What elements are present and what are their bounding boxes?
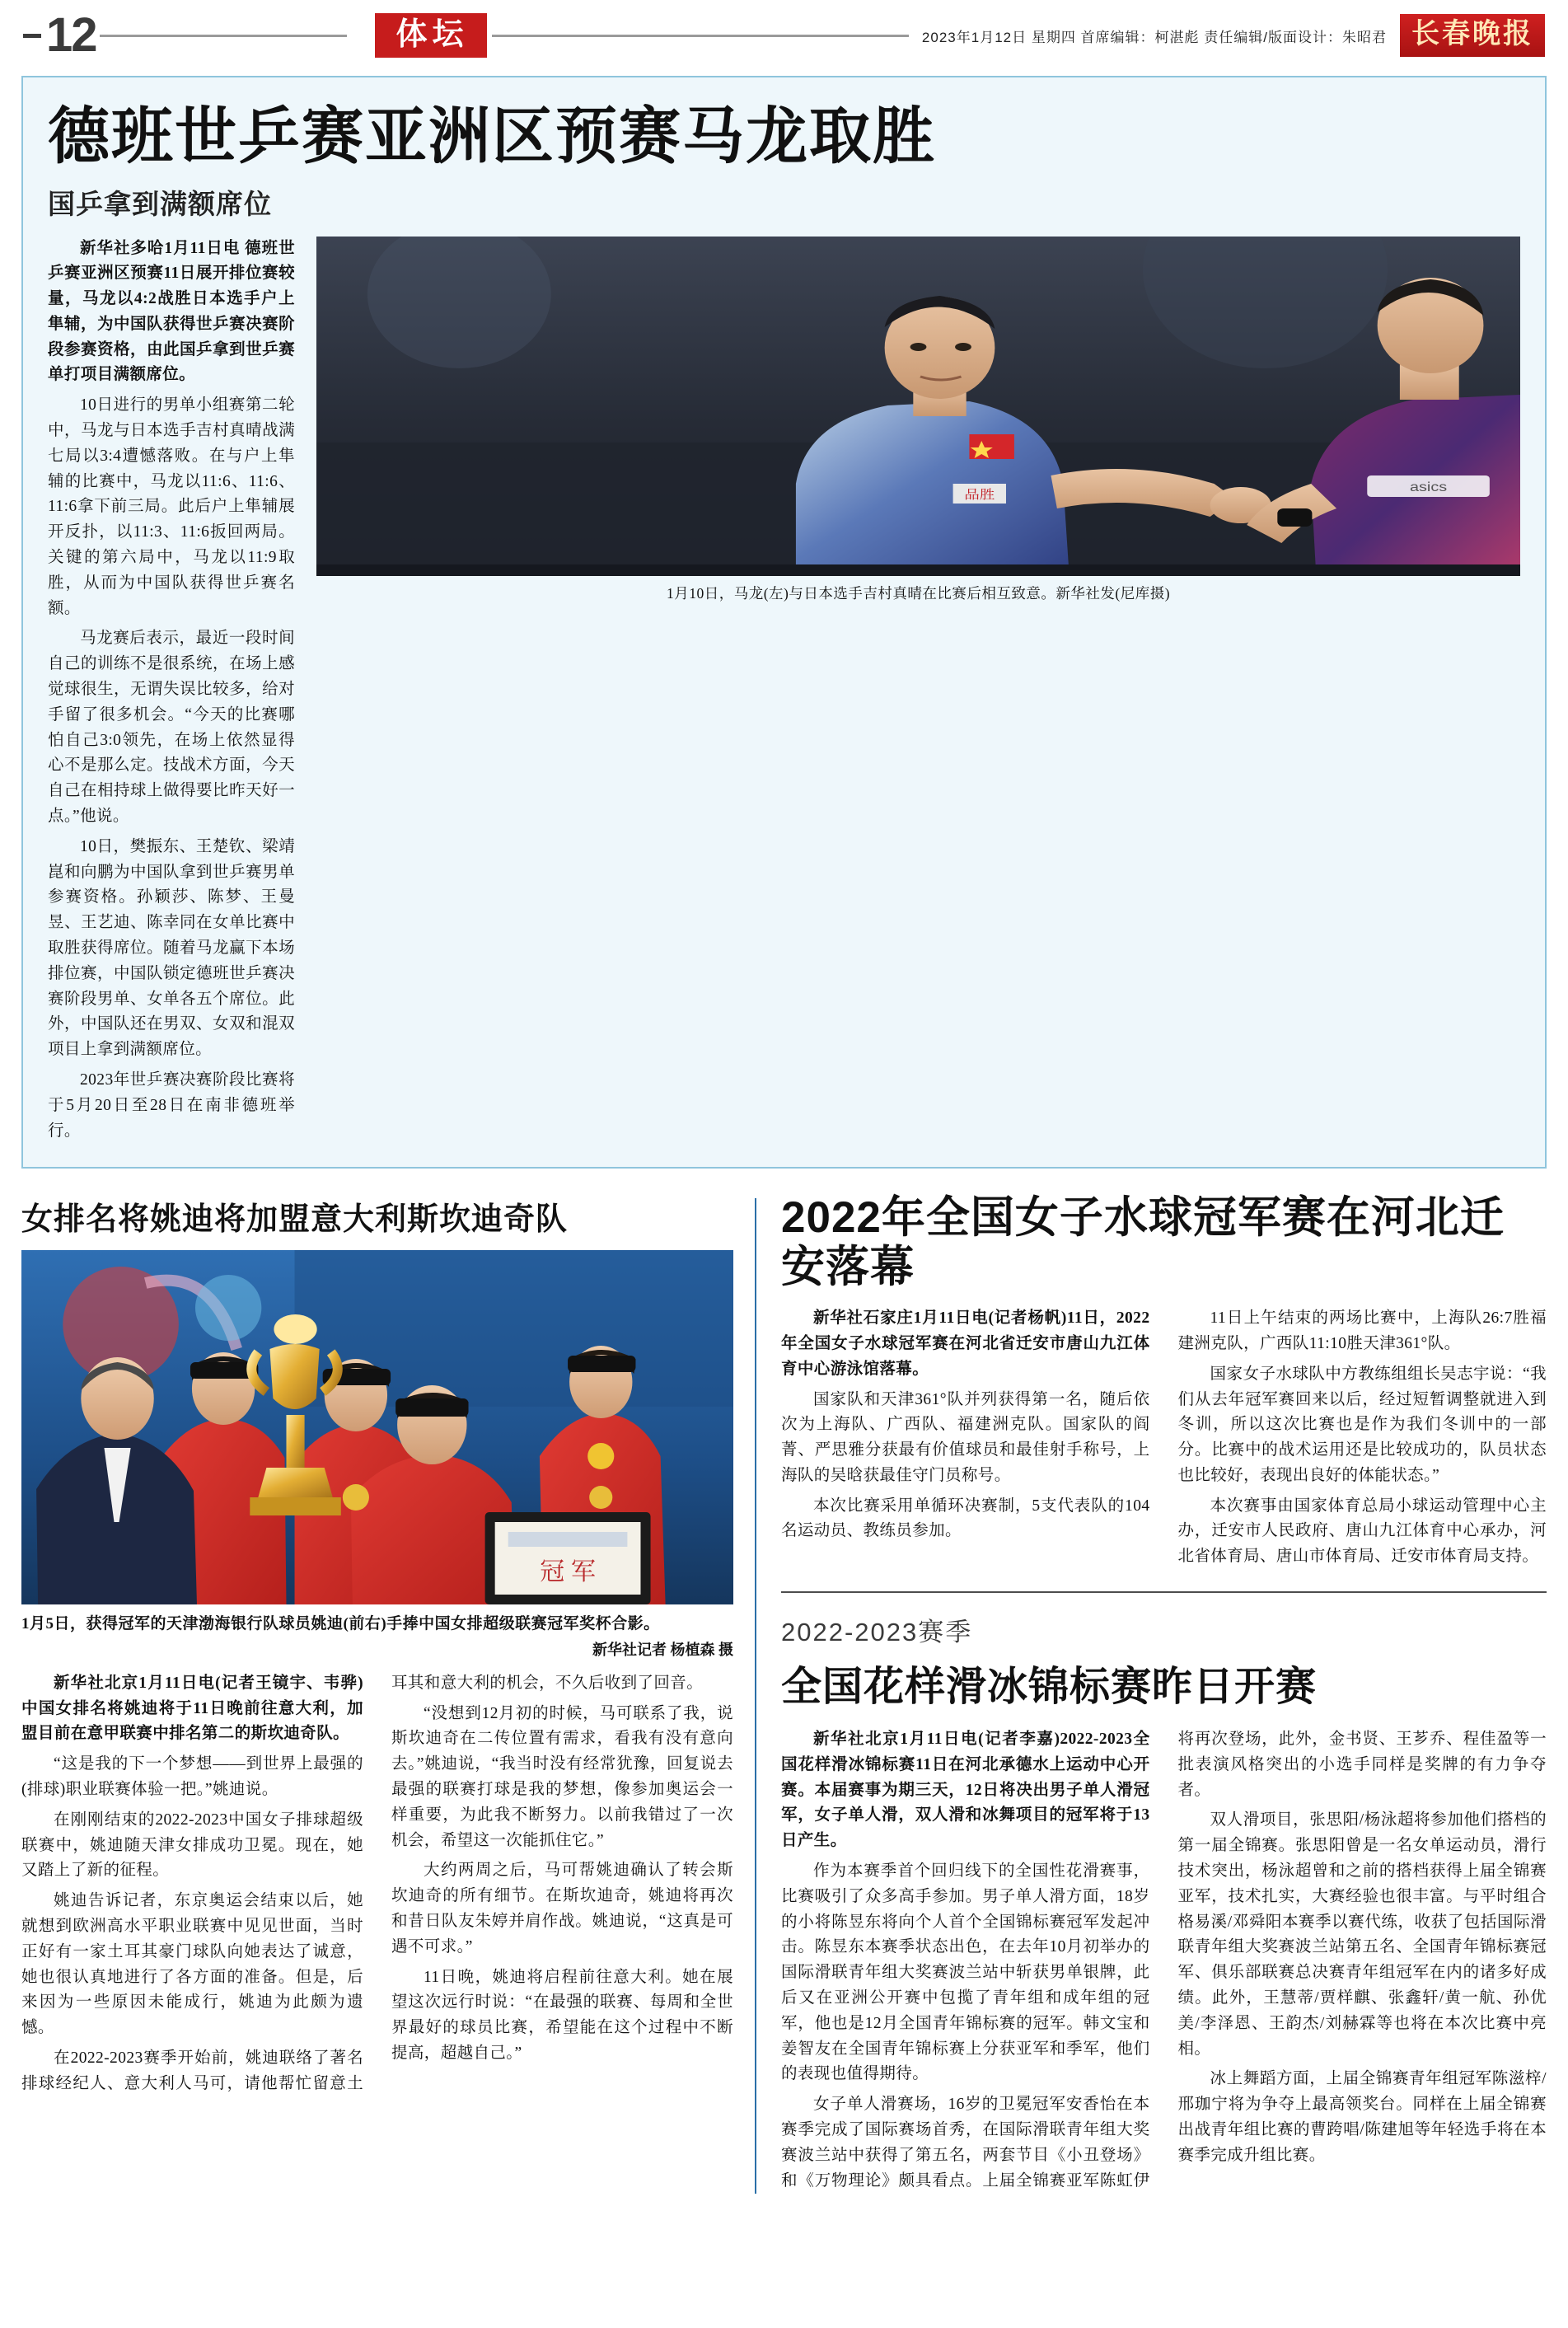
feature-paragraph: 10日，樊振东、王楚钦、梁靖崑和向鹏为中国队拿到世乒赛男单参赛资格。孙颖莎、陈梦、王曼昱、王艺迪、陈幸同在女单比赛中取胜获得席位。随着马龙赢下本场排位赛，中国队锁定德班世乒赛决赛阶段男单、女单各五个席位。此外，中国队还在男双、女双和混双项目上拿到满额席位。 xyxy=(48,837,295,1059)
feature-article xyxy=(21,76,1547,1169)
feature-headline: 德班世乒赛亚洲区预赛马龙取胜 xyxy=(48,101,937,171)
water-polo-paragraph: 国家女子水球队中方教练组组长吴志宇说：“我们从去年冠军赛回来以后，经过短暂调整就进入到冬训，所以这次比赛也是作为我们冬训中的一部分。比赛中的战术运用还是比较成功的，队员状态也比较好，表现出良好的体能状态。” xyxy=(1177,1365,1547,1484)
masthead-rule-left xyxy=(100,35,347,37)
volleyball-body-text xyxy=(21,1671,733,2097)
water-polo-article xyxy=(781,1193,1547,1570)
volleyball-paragraph: 在刚刚结束的2022-2023中国女子排球超级联赛中，姚迪随天津女排成功卫冕。现在，她又踏上了新的征程。 xyxy=(21,1810,363,1880)
figure-skating-paragraph: 双人滑项目，张思阳/杨泳超将参加他们搭档的第一届全锦赛。张思阳曾是一名女单运动员，滑行技术突出，杨泳超曾和之前的搭档获得上届全锦赛亚军，技术扎实，大赛经验也很丰富。与平时组合格易溪/邓舜阳本赛季以赛代练，收获了包括国际滑联青年组大奖赛波兰站第五名、全国青年锦标赛冠军、俱乐部联赛总决赛青年组冠军在内的诸多好成绩。此外，王慧蒂/贾样麒、张鑫轩/黄一航、孙优美/李泽恩、王韵杰/刘赫霖等也将在本次比赛中亮相。 xyxy=(1177,1811,1547,2058)
feature-paragraph: 10日进行的男单小组赛第二轮中，马龙与日本选手吉村真晴战满七局以3:4遭憾落败。在与户上隼辅的比赛中，马龙以11:6、11:6、11:6拿下前三局。此后户上隼辅展开反扑，以11:3、11:6扳回两局。关键的第六局中，马龙以11:9取胜，从而为中国队获得世乒赛名额。 xyxy=(48,396,295,617)
volleyball-photo xyxy=(21,1250,733,1604)
feature-paragraph: 马龙赛后表示，最近一段时间自己的训练不是很系统，在场上感觉球很生，无谓失误比较多，给对手留了很多机会。“今天的比赛哪怕自己3:0领先，在场上依然显得心不是那么定。技战术方面，今天自己在相持球上做得要比昨天好一点。”他说。 xyxy=(48,630,295,826)
feature-photo xyxy=(316,237,1520,576)
water-polo-paragraph: 新华社石家庄1月11日电(记者杨帆)11日，2022年全国女子水球冠军赛在河北省迁安市唐山九江体育中心游泳馆落幕。 xyxy=(781,1309,1150,1378)
volleyball-photo-credit: 新华社记者 杨植森 摄 xyxy=(592,1641,733,1658)
figure-skating-paragraph: 新华社北京1月11日电(记者李嘉)2022-2023全国花样滑冰锦标赛11日在河北承德水上运动中心开赛。本届赛事为期三天，12日将决出男子单人滑冠军，女子单人滑，双人滑和冰舞项目的冠军将于13日产生。 xyxy=(781,1731,1150,1850)
volleyball-trophy-photo xyxy=(21,1250,733,1604)
figure-skating-body-text xyxy=(781,1727,1547,2194)
volleyball-paragraph: 姚迪告诉记者，东京奥运会结束以后，她就想到欧洲高水平职业联赛中见见世面，当时正好有一家土耳其豪门球队向她表达了诚意，她也很认真地进行了各方面的准备。但是，后来因为一些原因未能成行，姚迪为此颇为遗憾。 xyxy=(21,1892,363,2037)
page-number: 12 xyxy=(46,8,96,62)
svg-text:冠 军: 冠 军 xyxy=(540,1557,596,1586)
feature-body-text xyxy=(48,237,295,1150)
volleyball-headline: 女排名将姚迪将加盟意大利斯坎迪奇队 xyxy=(21,1202,569,1238)
water-polo-paragraph: 国家队和天津361°队并列获得第一名，随后依次为上海队、广西队、福建洲克队。国家队的阎菁、严思雅分获最有价值球员和最佳射手称号，上海队的吴晗获最佳守门员称号。 xyxy=(781,1390,1150,1484)
volleyball-photo-caption: 1月5日，获得冠军的天津渤海银行队球员姚迪(前右)手捧中国女排超级联赛冠军奖杯合影。 xyxy=(21,1615,660,1633)
figure-skating-headline: 全国花样滑冰锦标赛昨日开赛 xyxy=(781,1665,1318,1710)
feature-paragraph: 新华社多哈1月11日电 德班世乒赛亚洲区预赛11日展开排位赛较量，马龙以4:2战胜日本选手户上隼辅，为中国队获得世乒赛决赛阶段参赛资格，由此国乒拿到世乒赛单打项目满额席位。 xyxy=(48,239,295,384)
volleyball-article xyxy=(21,1193,755,2194)
water-polo-body-text xyxy=(781,1306,1547,1570)
article-divider xyxy=(781,1591,1547,1593)
figure-skating-paragraph: 冰上舞蹈方面，上届全锦赛青年组冠军陈滋梓/邢珈宁将为争夺上最高领奖台。同样在上届全锦赛出战青年组比赛的曹跨唱/陈建旭等年轻选手将在本赛季完成升组比赛。 xyxy=(1177,2070,1547,2164)
volleyball-paragraph: 11日晚，姚迪将启程前往意大利。她在展望这次远行时说：“在最强的联赛、每周和全世界最好的球员比赛，希望能在这个过程中不断提高，超越自己。” xyxy=(391,1968,733,2063)
feature-subheadline: 国乒拿到满额席位 xyxy=(48,188,272,219)
page-number-dash xyxy=(23,34,41,38)
volleyball-paragraph: 大约两周之后，马可帮姚迪确认了转会斯坎迪奇的所有细节。在斯坎迪奇，姚迪将再次和昔日队友朱婷并肩作战。姚迪说，“这真是可遇不可求。” xyxy=(391,1862,733,1956)
section-badge: 体坛 xyxy=(375,13,487,58)
right-column xyxy=(756,1193,1547,2194)
figure-skating-article xyxy=(781,1611,1547,2194)
masthead xyxy=(0,0,1568,71)
svg-text:品胜: 品胜 xyxy=(964,487,995,502)
feature-photo-caption: 1月10日，马龙(左)与日本选手吉村真晴在比赛后相互致意。新华社发(尼库摄) xyxy=(666,584,1171,602)
volleyball-paragraph: 在2022-2023赛季开始前，姚迪联络了著名排球经纪人、意大利人马可，请他帮忙留意土耳其和意大利的机会，不久后收到了回音。 xyxy=(21,1674,704,2092)
figure-skating-paragraph: 女子单人滑赛场，16岁的卫冕冠军安香怡在本赛季完成了国际赛场首秀，在国际滑联青年组大奖赛波兰站中获得了第五名，两套节目《小丑登场》和《万物理论》颇具看点。上届全锦赛亚军陈虹伊将再次登场，此外，金书贤、王芗乔、程佳盈等一批表演风格突出的小选手同样是奖牌的有力争夺者。 xyxy=(781,1731,1547,2190)
masthead-rule-middle xyxy=(492,35,909,37)
figure-skating-kicker: 2022-2023赛季 xyxy=(781,1618,973,1647)
water-polo-headline: 2022年全国女子水球冠军赛在河北迁安落幕 xyxy=(781,1193,1505,1291)
volleyball-paragraph: 新华社北京1月11日电(记者王镜宇、韦骅)中国女排名将姚迪将于11日晚前往意大利，加盟目前在意甲联赛中排名第二的斯坎迪奇队。 xyxy=(21,1674,363,1743)
water-polo-paragraph: 本次比赛采用单循环决赛制，5支代表队的104名运动员、教练员参加。 xyxy=(781,1497,1150,1540)
table-tennis-photo xyxy=(316,237,1520,576)
masthead-byline: 2023年1月12日 星期四 首席编辑：柯湛彪 责任编辑/版面设计：朱昭君 xyxy=(921,29,1387,45)
water-polo-paragraph: 11日上午结束的两场比赛中，上海队26:7胜福建洲克队，广西队11:10胜天津361°队。 xyxy=(1177,1309,1547,1352)
volleyball-paragraph: “没想到12月初的时候，马可联系了我，说斯坎迪奇在二传位置有需求，看我有没有意向去。”姚迪说，“我当时没有经常犹豫，回复说去最强的联赛打球是我的梦想，像参加奥运会一样重要，为此我不断努力。以前我错过了一次机会，希望这一次能抓住它。” xyxy=(391,1704,733,1849)
volleyball-paragraph: “这是我的下一个梦想——到世界上最强的(排球)职业联赛体验一把。”姚迪说。 xyxy=(21,1755,363,1799)
lower-section xyxy=(21,1193,1547,2194)
svg-text:asics: asics xyxy=(1410,479,1448,494)
newspaper-logo: 长春晚报 xyxy=(1400,14,1545,57)
feature-paragraph: 2023年世乒赛决赛阶段比赛将于5月20日至28日在南非德班举行。 xyxy=(48,1071,295,1140)
water-polo-paragraph: 本次赛事由国家体育总局小球运动管理中心主办，迁安市人民政府、唐山九江体育中心承办，河北省体育局、唐山市体育局、迁安市体育局支持。 xyxy=(1177,1497,1547,1566)
figure-skating-paragraph: 作为本赛季首个回归线下的全国性花滑赛事，比赛吸引了众多高手参加。男子单人滑方面，18岁的小将陈昱东将向个人首个全国锦标赛冠军发起冲击。陈昱东本赛季状态出色，在去年10月初举办的国际滑联青年组大奖赛波兰站中斩获男单银牌，此后又在亚洲公开赛中包揽了青年组和成年组的冠军，他也是12月全国青年锦标赛的冠军。韩文宝和姜智友在全国青年锦标赛上分获亚军和季军，他们的表现也值得期待。 xyxy=(781,1862,1150,2083)
